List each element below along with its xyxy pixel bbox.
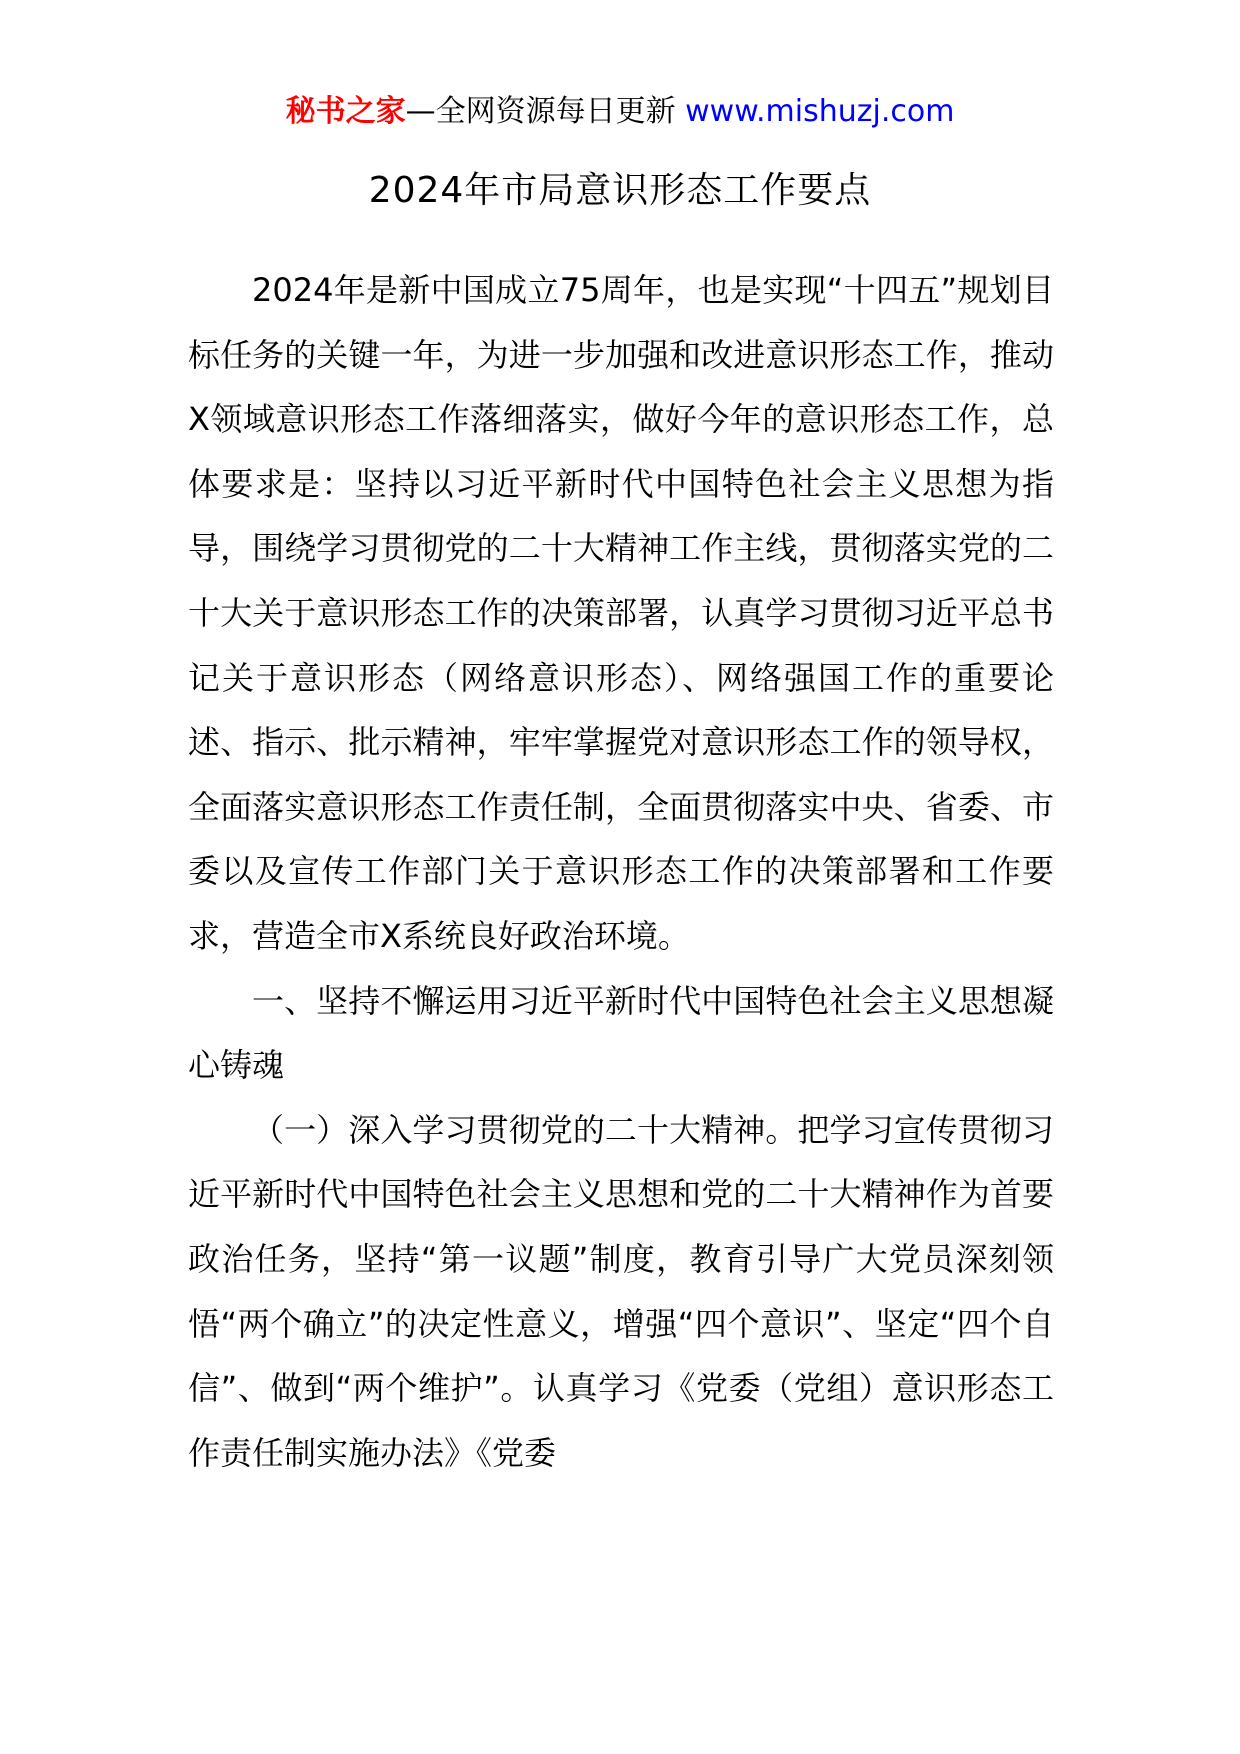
site-header <box>0 92 1240 132</box>
document-body <box>188 258 1054 1485</box>
site-brand: 秘书之家 <box>285 94 406 129</box>
section-heading-1: 一、坚持不懈运用习近平新时代中国特色社会主义思想凝心铸魂 <box>188 981 1054 1085</box>
intro-paragraph: 2024年是新中国成立75周年，也是实现“十四五”规划目标任务的关键一年，为进一步加强和改进意识形态工作，推动X领域意识形态工作落细落实，做好今年的意识形态工作，总体要求是：坚持以习近平新时代中国特色社会主义思想为指导，围绕学习贯彻党的二十大精神工作主线，贯彻落实党的二十大关于意识形态工作的决策部署，认真学习贯彻习近平总书记关于意识形态（网络意识形态）、网络强国工作的重要论述、指示、批示精神，牢牢掌握党对意识形态工作的领导权，全面落实意识形态工作责任制，全面贯彻落实中央、省委、市委以及宣传工作部门关于意识形态工作的决策部署和工作要求，营造全市X系统良好政治环境。 <box>188 271 1054 955</box>
site-url-link[interactable]: www.mishuzj.com <box>685 94 955 129</box>
document-title: 2024年市局意识形态工作要点 <box>368 170 872 211</box>
site-tagline: —全网资源每日更新 <box>405 94 676 129</box>
subsection-paragraph-1: （一）深入学习贯彻党的二十大精神。把学习宣传贯彻习近平新时代中国特色社会主义思想和党的二十大精神作为首要政治任务，坚持“第一议题”制度，教育引导广大党员深刻领悟“两个确立”的决定性意义，增强“四个意识”、坚定“四个自信”、做到“两个维护”。认真学习《党委（党组）意识形态工作责任制实施办法》《党委 <box>188 1110 1054 1472</box>
